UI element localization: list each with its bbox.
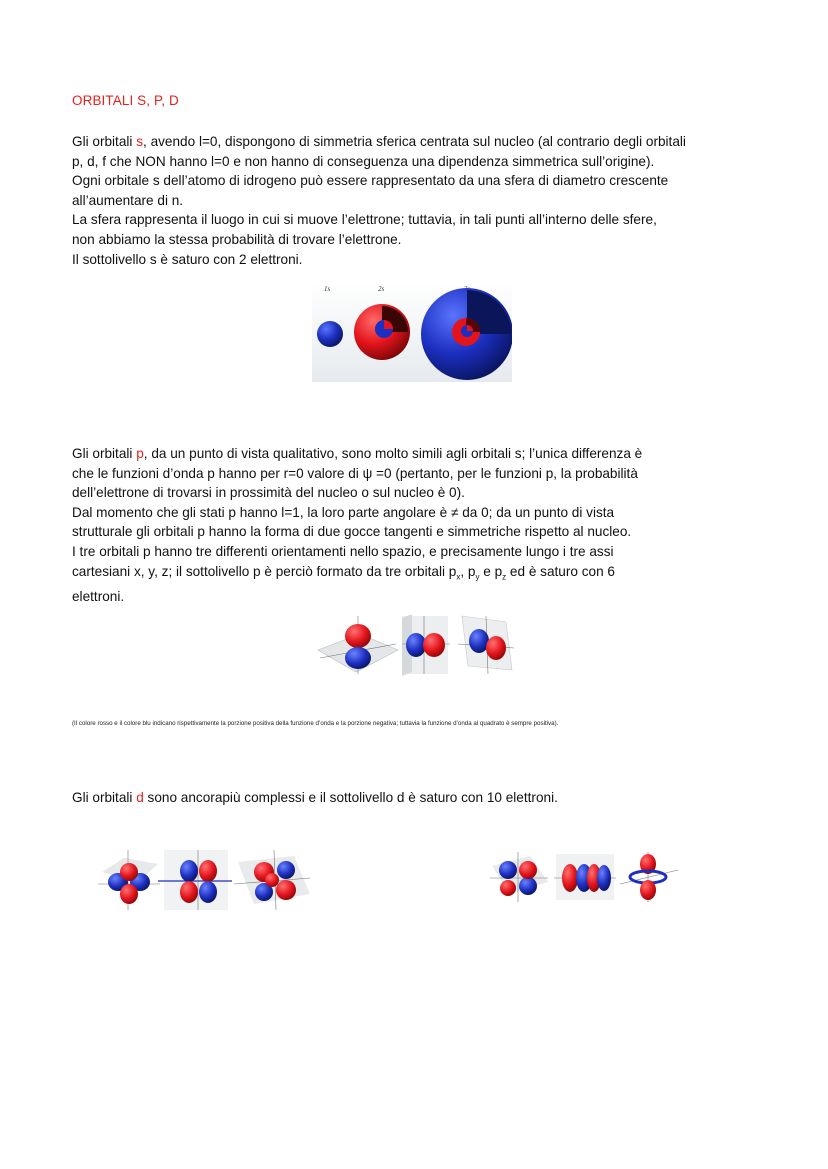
- text-line: Gli orbitali s, avendo l=0, dispongono di simmetria sferica centrata sul nucleo (al contrario degli orbitali: [72, 134, 686, 149]
- page-title: ORBITALI S, P, D: [72, 93, 179, 108]
- orbital-dxy: [98, 850, 160, 910]
- orbital-dx2y2: [490, 852, 548, 902]
- text-line: Il sottolivello s è saturo con 2 elettroni.: [72, 251, 303, 267]
- orbital-px: [402, 614, 450, 676]
- d-orbitals-paragraph: [72, 788, 732, 808]
- orbital-pz: [318, 616, 398, 674]
- orbital-dxz: [158, 850, 232, 910]
- orbital-dxz-alt: [554, 854, 616, 900]
- text-line: all’aumentare di n.: [72, 192, 184, 208]
- color-note: (Il colore rosso e il colore blu indicano rispettivamente la porzione positiva della funzione d’onda e la porzione negativa; tuttavia la funzione d’onda al quadrato è sempre positiva).: [72, 720, 559, 727]
- p-highlight: p: [136, 446, 144, 461]
- s-orbitals-paragraph: [72, 132, 732, 269]
- text-line: strutturale gli orbitali p hanno la forma di due gocce tangenti e simmetriche rispetto al nucleo.: [72, 524, 632, 540]
- text-line: La sfera rappresenta il luogo in cui si muove l’elettrone; tuttavia, in tali punti all’interno delle sfere,: [72, 212, 657, 228]
- text-line: dell’elettrone di trovarsi in prossimità del nucleo o sul nucleo è 0).: [72, 485, 465, 501]
- orbital-py: [458, 616, 514, 674]
- orbital-dz2: [620, 852, 678, 902]
- s-orbitals-figure: [312, 282, 512, 382]
- d-orbitals-figure-right: [490, 852, 680, 902]
- s-highlight: s: [136, 134, 144, 149]
- p-orbitals-figure: [316, 614, 514, 676]
- d-orbitals-figure-left: [98, 850, 312, 910]
- text-line: non abbiamo la stessa probabilità di trovare l’elettrone.: [72, 231, 402, 247]
- label-1s: 1s: [324, 285, 331, 293]
- text-line: Gli orbitali d sono ancorapiù complessi e il sottolivello d è saturo con 10 elettroni.: [72, 790, 558, 805]
- p-orbitals-paragraph: [72, 444, 732, 606]
- d-highlight: d: [136, 790, 144, 805]
- orbital-1s-sphere: [317, 321, 343, 347]
- label-2s: 2s: [378, 285, 385, 293]
- text-line: cartesiani x, y, z; il sottolivello p è perciò formato da tre orbitali $p_x$, $p_y$ e $p_z$ ed è saturo con 6: [72, 563, 615, 582]
- orbital-dyz: [234, 850, 310, 910]
- text-line: Ogni orbitale s dell’atomo di idrogeno può essere rappresentato da una sfera di diametro crescente: [72, 173, 669, 189]
- text-line: che le funzioni d’onda p hanno per r=0 valore di ψ =0 (pertanto, per le funzioni p, la probabilità: [72, 465, 638, 481]
- text-line: elettroni.: [72, 588, 125, 604]
- text-line: Gli orbitali p, da un punto di vista qualitativo, sono molto simili agli orbitali s; l’unica differenza è: [72, 446, 643, 461]
- text-line: p, d, f che NON hanno l=0 e non hanno di conseguenza una dipendenza simmetrica sull’origine).: [72, 153, 655, 169]
- text-line: I tre orbitali p hanno tre differenti orientamenti nello spazio, e precisamente lungo i tre assi: [72, 543, 614, 559]
- text-line: Dal momento che gli stati p hanno l=1, la loro parte angolare è ≠ da 0; da un punto di vista: [72, 504, 615, 520]
